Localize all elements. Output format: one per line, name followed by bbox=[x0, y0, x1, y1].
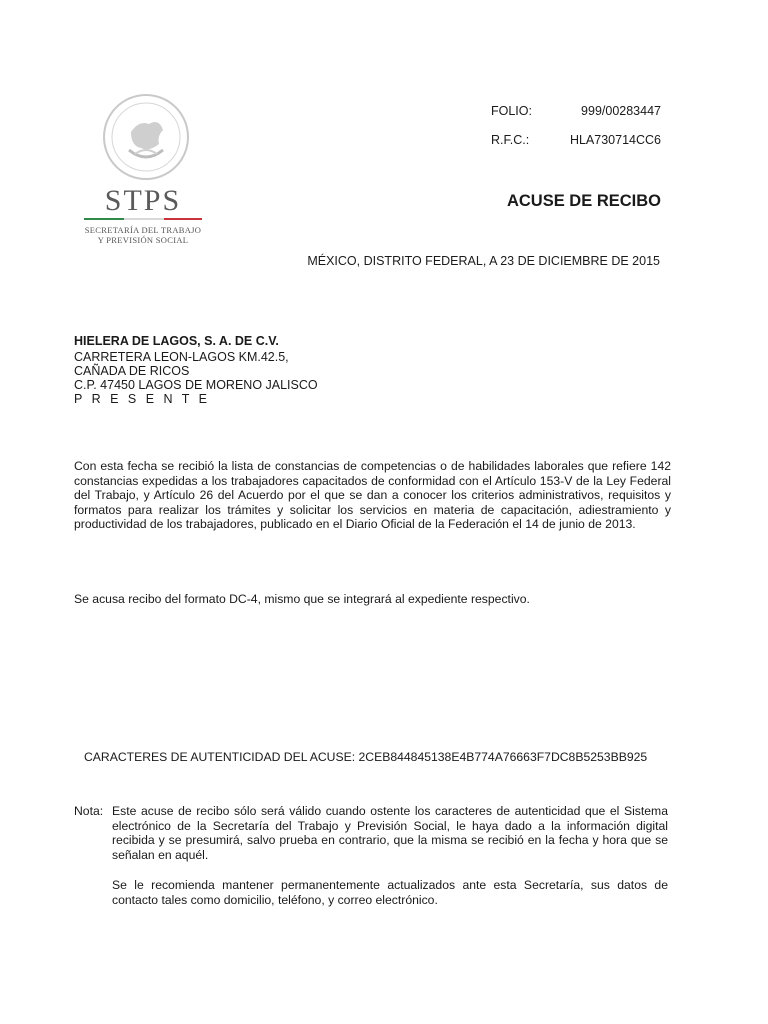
nota-paragraph: Se le recomienda mantener permanentemente actualizados ante esta Secretaría, sus datos de contacto tales como domicilio, teléfono, y correo electrónico. bbox=[112, 878, 668, 907]
stps-acronym: STPS bbox=[104, 184, 182, 217]
address-line: CARRETERA LEON-LAGOS KM.42.5, bbox=[74, 350, 289, 364]
date-line: MÉXICO, DISTRITO FEDERAL, A 23 DE DICIEMBRE DE 2015 bbox=[307, 254, 660, 268]
flag-stripe-green bbox=[84, 218, 124, 220]
body-paragraph: Se acusa recibo del formato DC-4, mismo que se integrará al expediente respectivo. bbox=[74, 592, 530, 606]
nota-label: Nota: bbox=[74, 804, 104, 818]
department-name bbox=[78, 225, 208, 245]
stps-logo bbox=[78, 92, 208, 252]
department-line: SECRETARÍA DEL TRABAJO bbox=[84, 225, 202, 235]
recipient-company: HIELERA DE LAGOS, S. A. DE C.V. bbox=[74, 334, 279, 348]
presente-line: P R E S E N T E bbox=[74, 392, 211, 406]
document-title: ACUSE DE RECIBO bbox=[506, 192, 661, 210]
flag-stripe-white bbox=[124, 218, 164, 220]
address-line: C.P. 47450 LAGOS DE MORENO JALISCO bbox=[74, 378, 318, 392]
flag-stripe-red bbox=[164, 218, 202, 220]
mexico-national-seal-icon bbox=[101, 92, 191, 182]
folio-value: 999/00283447 bbox=[581, 104, 661, 118]
nota-paragraph: Este acuse de recibo sólo será válido cuando ostente los caracteres de autenticidad que el Sistema electrónico de la Secretaría del Trabajo y Previsión Social, le haya dado a la información digital recibida y se presumirá, salvo prueba en contrario, que la misma se recibió en la fecha y hora que se señalan en aquél. bbox=[112, 804, 668, 862]
address-line: CAÑADA DE RICOS bbox=[74, 364, 190, 378]
authenticity-line: CARACTERES DE AUTENTICIDAD DEL ACUSE: 2CEB844845138E4B774A76663F7DC8B5253BB925 bbox=[84, 750, 648, 764]
folio-label: FOLIO: bbox=[491, 104, 532, 118]
body-paragraph: Con esta fecha se recibió la lista de constancias de competencias o de habilidades laborales que refiere 142 constancias expedidas a los trabajadores capacitados de conformidad con el Artículo 153-V de la Ley Federal del Trabajo, y Artículo 26 del Acuerdo por el que se dan a conocer los criterios administrativos, requisitos y formatos para realizar los trámites y solicitar los servicios en materia de capacitación, adiestramiento y productividad de los trabajadores, publicado en el Diario Oficial de la Federación el 14 de junio de 2013. bbox=[74, 459, 671, 531]
department-line: Y PREVISIÓN SOCIAL bbox=[97, 235, 189, 245]
rfc-value: HLA730714CC6 bbox=[569, 133, 661, 147]
rfc-label: R.F.C.: bbox=[491, 133, 530, 147]
